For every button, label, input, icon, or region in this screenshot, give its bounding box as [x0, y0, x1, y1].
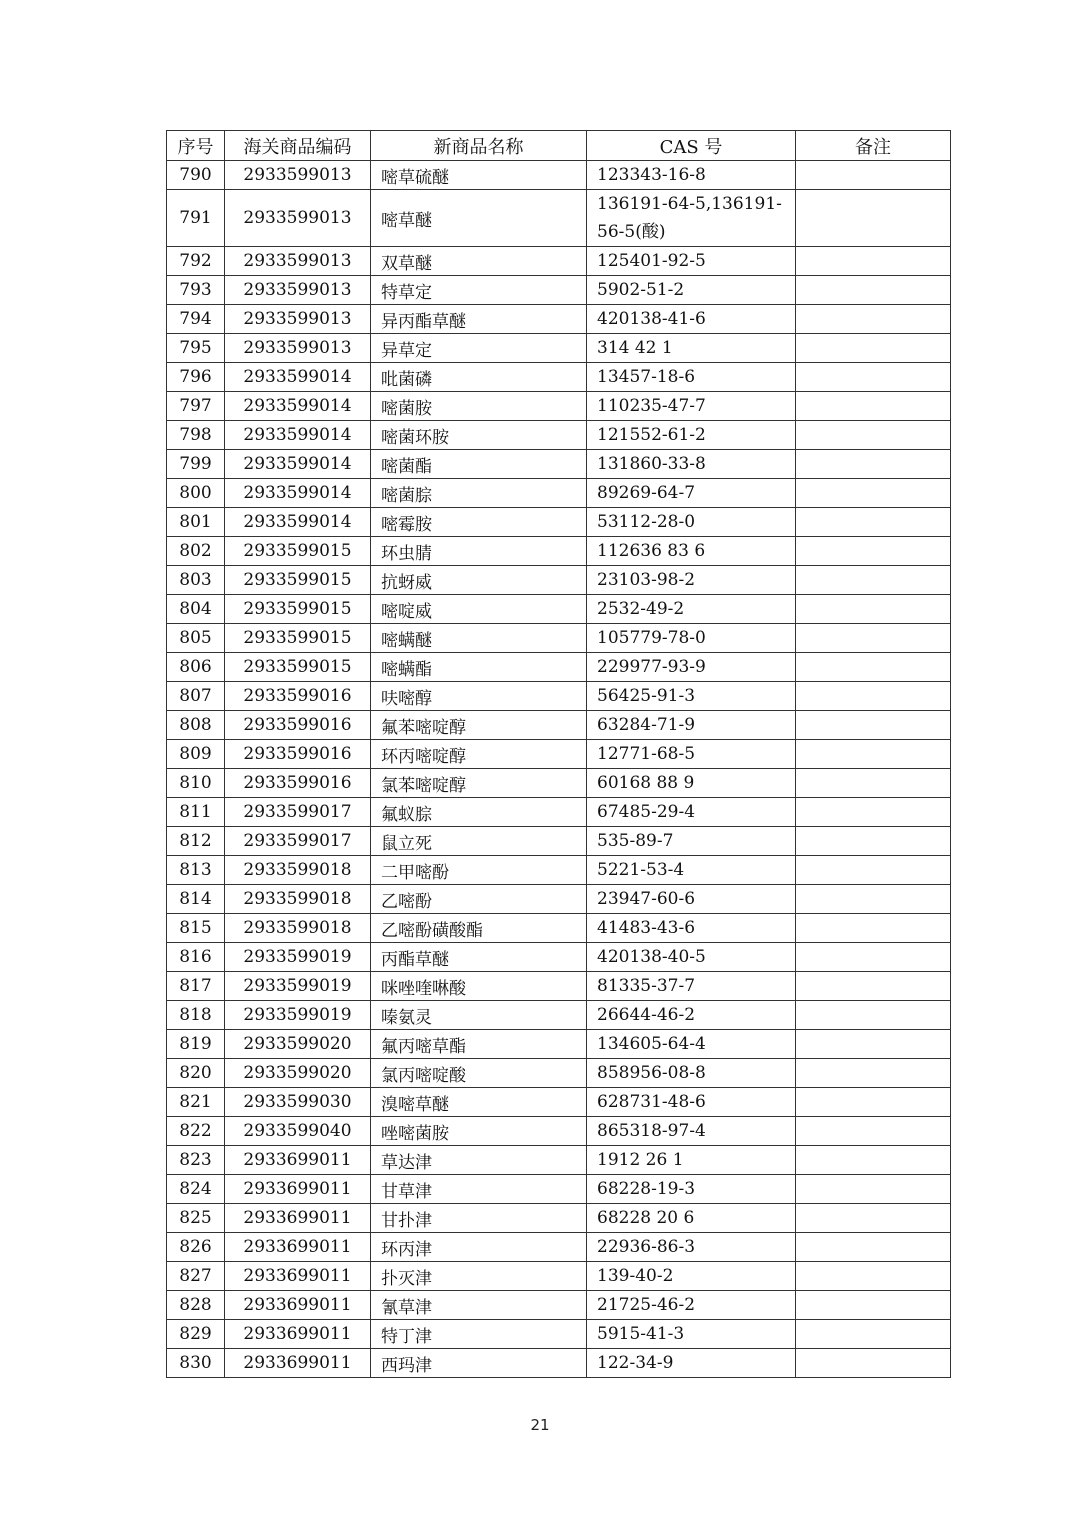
- cell-note: [796, 1262, 951, 1291]
- table-row: [167, 1088, 951, 1117]
- table-row: [167, 363, 951, 392]
- cell-note: [796, 1146, 951, 1175]
- cell-cas: 105779-78-0: [587, 624, 796, 653]
- cell-note: [796, 1204, 951, 1233]
- cell-customs-code: 2933599017: [225, 827, 371, 856]
- cell-product-name: 咪唑喹啉酸: [371, 972, 587, 1001]
- cell-customs-code: 2933599015: [225, 653, 371, 682]
- header-customs-code: 海关商品编码: [225, 131, 371, 161]
- cell-note: [796, 334, 951, 363]
- cell-seq: 799: [167, 450, 225, 479]
- table-row: [167, 595, 951, 624]
- cell-note: [796, 769, 951, 798]
- cell-customs-code: 2933599019: [225, 1001, 371, 1030]
- table-row: [167, 450, 951, 479]
- table-row: [167, 1320, 951, 1349]
- cell-customs-code: 2933599018: [225, 856, 371, 885]
- cell-note: [796, 1349, 951, 1378]
- cell-seq: 814: [167, 885, 225, 914]
- cell-product-name: 嘧螨酯: [371, 653, 587, 682]
- cell-cas: 68228 20 6: [587, 1204, 796, 1233]
- cell-customs-code: 2933599016: [225, 682, 371, 711]
- cell-product-name: 丙酯草醚: [371, 943, 587, 972]
- cell-note: [796, 595, 951, 624]
- cell-product-name: 氟丙嘧草酯: [371, 1030, 587, 1059]
- cell-seq: 808: [167, 711, 225, 740]
- cell-note: [796, 479, 951, 508]
- cell-note: [796, 740, 951, 769]
- cell-seq: 806: [167, 653, 225, 682]
- table-row: [167, 1001, 951, 1030]
- cell-product-name: 嘧啶威: [371, 595, 587, 624]
- cell-product-name: 甘草津: [371, 1175, 587, 1204]
- table-row: [167, 1117, 951, 1146]
- cell-customs-code: 2933599014: [225, 363, 371, 392]
- table-row: [167, 1349, 951, 1378]
- cell-cas: 136191-64-5,136191-56-5(酸): [587, 190, 796, 247]
- cell-note: [796, 421, 951, 450]
- cell-product-name: 特草定: [371, 276, 587, 305]
- table-row: [167, 914, 951, 943]
- cell-note: [796, 1291, 951, 1320]
- cell-note: [796, 682, 951, 711]
- cell-seq: 801: [167, 508, 225, 537]
- cell-cas: 420138-41-6: [587, 305, 796, 334]
- cell-seq: 827: [167, 1262, 225, 1291]
- cell-customs-code: 2933599020: [225, 1030, 371, 1059]
- cell-cas: 858956-08-8: [587, 1059, 796, 1088]
- cell-customs-code: 2933599014: [225, 421, 371, 450]
- cell-product-name: 嘧草硫醚: [371, 161, 587, 190]
- cell-product-name: 氯丙嘧啶酸: [371, 1059, 587, 1088]
- cell-product-name: 乙嘧酚: [371, 885, 587, 914]
- cell-seq: 819: [167, 1030, 225, 1059]
- table-row: [167, 479, 951, 508]
- cell-cas: 134605-64-4: [587, 1030, 796, 1059]
- cell-cas: 112636 83 6: [587, 537, 796, 566]
- cell-seq: 794: [167, 305, 225, 334]
- cell-note: [796, 1117, 951, 1146]
- cell-customs-code: 2933599015: [225, 624, 371, 653]
- header-cas: CAS 号: [587, 131, 796, 161]
- cell-note: [796, 1233, 951, 1262]
- table-row: [167, 537, 951, 566]
- cell-product-name: 嘧草醚: [371, 190, 587, 247]
- table-row: [167, 1291, 951, 1320]
- table-row: [167, 1233, 951, 1262]
- cell-product-name: 鼠立死: [371, 827, 587, 856]
- cell-note: [796, 827, 951, 856]
- cell-customs-code: 2933599014: [225, 508, 371, 537]
- cell-customs-code: 2933599040: [225, 1117, 371, 1146]
- cell-product-name: 扑灭津: [371, 1262, 587, 1291]
- cell-customs-code: 2933699011: [225, 1291, 371, 1320]
- cell-customs-code: 2933599013: [225, 334, 371, 363]
- cell-note: [796, 392, 951, 421]
- cell-product-name: 氟蚁腙: [371, 798, 587, 827]
- cell-customs-code: 2933599015: [225, 537, 371, 566]
- cell-note: [796, 1320, 951, 1349]
- cell-note: [796, 305, 951, 334]
- table-row: [167, 305, 951, 334]
- cell-cas: 314 42 1: [587, 334, 796, 363]
- cell-customs-code: 2933599013: [225, 247, 371, 276]
- cell-seq: 815: [167, 914, 225, 943]
- cell-seq: 830: [167, 1349, 225, 1378]
- cell-customs-code: 2933599015: [225, 595, 371, 624]
- cell-seq: 828: [167, 1291, 225, 1320]
- cell-cas: 56425-91-3: [587, 682, 796, 711]
- cell-cas: 81335-37-7: [587, 972, 796, 1001]
- cell-note: [796, 1059, 951, 1088]
- cell-seq: 820: [167, 1059, 225, 1088]
- cell-note: [796, 914, 951, 943]
- table-row: [167, 161, 951, 190]
- cell-note: [796, 450, 951, 479]
- cell-cas: 420138-40-5: [587, 943, 796, 972]
- cell-cas: 110235-47-7: [587, 392, 796, 421]
- cell-seq: 821: [167, 1088, 225, 1117]
- table-row: [167, 885, 951, 914]
- cell-customs-code: 2933599016: [225, 740, 371, 769]
- table-row: [167, 1204, 951, 1233]
- cell-cas: 21725-46-2: [587, 1291, 796, 1320]
- cell-seq: 812: [167, 827, 225, 856]
- data-table-wrapper: [166, 130, 951, 1378]
- cell-customs-code: 2933699011: [225, 1204, 371, 1233]
- cell-note: [796, 1030, 951, 1059]
- cell-product-name: 唑嘧菌胺: [371, 1117, 587, 1146]
- cell-product-name: 环丙嘧啶醇: [371, 740, 587, 769]
- cell-note: [796, 508, 951, 537]
- cell-product-name: 嗪氨灵: [371, 1001, 587, 1030]
- cell-product-name: 双草醚: [371, 247, 587, 276]
- cell-customs-code: 2933599014: [225, 450, 371, 479]
- cell-product-name: 二甲嘧酚: [371, 856, 587, 885]
- cell-customs-code: 2933699011: [225, 1349, 371, 1378]
- cell-cas: 5902-51-2: [587, 276, 796, 305]
- table-row: [167, 421, 951, 450]
- cell-product-name: 异丙酯草醚: [371, 305, 587, 334]
- cell-seq: 792: [167, 247, 225, 276]
- cell-product-name: 西玛津: [371, 1349, 587, 1378]
- cell-seq: 824: [167, 1175, 225, 1204]
- table-row: [167, 798, 951, 827]
- cell-customs-code: 2933599017: [225, 798, 371, 827]
- cell-customs-code: 2933599014: [225, 392, 371, 421]
- cell-product-name: 氯苯嘧啶醇: [371, 769, 587, 798]
- cell-seq: 826: [167, 1233, 225, 1262]
- page-number: 21: [530, 1416, 550, 1434]
- cell-product-name: 环丙津: [371, 1233, 587, 1262]
- table-row: [167, 190, 951, 247]
- cell-seq: 798: [167, 421, 225, 450]
- cell-customs-code: 2933599015: [225, 566, 371, 595]
- cell-customs-code: 2933599016: [225, 769, 371, 798]
- cell-note: [796, 566, 951, 595]
- cell-customs-code: 2933599016: [225, 711, 371, 740]
- table-row: [167, 1030, 951, 1059]
- cell-cas: 23947-60-6: [587, 885, 796, 914]
- header-seq: 序号: [167, 131, 225, 161]
- cell-cas: 125401-92-5: [587, 247, 796, 276]
- cell-seq: 809: [167, 740, 225, 769]
- cell-note: [796, 247, 951, 276]
- cell-cas: 89269-64-7: [587, 479, 796, 508]
- cell-product-name: 溴嘧草醚: [371, 1088, 587, 1117]
- cell-seq: 804: [167, 595, 225, 624]
- table-header-row: [167, 131, 951, 161]
- cell-product-name: 特丁津: [371, 1320, 587, 1349]
- cell-product-name: 嘧螨醚: [371, 624, 587, 653]
- cell-seq: 797: [167, 392, 225, 421]
- table-row: [167, 1262, 951, 1291]
- cell-cas: 53112-28-0: [587, 508, 796, 537]
- cell-cas: 26644-46-2: [587, 1001, 796, 1030]
- cell-customs-code: 2933599013: [225, 276, 371, 305]
- cell-cas: 229977-93-9: [587, 653, 796, 682]
- table-row: [167, 392, 951, 421]
- header-product-name: 新商品名称: [371, 131, 587, 161]
- table-row: [167, 1059, 951, 1088]
- cell-customs-code: 2933599013: [225, 190, 371, 247]
- cell-cas: 5221-53-4: [587, 856, 796, 885]
- cell-product-name: 呋嘧醇: [371, 682, 587, 711]
- table-row: [167, 682, 951, 711]
- cell-note: [796, 537, 951, 566]
- cell-product-name: 异草定: [371, 334, 587, 363]
- cell-note: [796, 1088, 951, 1117]
- cell-cas: 139-40-2: [587, 1262, 796, 1291]
- cell-seq: 796: [167, 363, 225, 392]
- cell-cas: 68228-19-3: [587, 1175, 796, 1204]
- cell-seq: 822: [167, 1117, 225, 1146]
- cell-note: [796, 161, 951, 190]
- cell-product-name: 乙嘧酚磺酸酯: [371, 914, 587, 943]
- cell-seq: 800: [167, 479, 225, 508]
- table-row: [167, 247, 951, 276]
- header-note: 备注: [796, 131, 951, 161]
- cell-cas: 60168 88 9: [587, 769, 796, 798]
- cell-seq: 802: [167, 537, 225, 566]
- cell-note: [796, 363, 951, 392]
- cell-note: [796, 1175, 951, 1204]
- table-row: [167, 566, 951, 595]
- cell-cas: 122-34-9: [587, 1349, 796, 1378]
- cell-product-name: 甘扑津: [371, 1204, 587, 1233]
- cell-cas: 13457-18-6: [587, 363, 796, 392]
- cell-cas: 41483-43-6: [587, 914, 796, 943]
- cell-cas: 22936-86-3: [587, 1233, 796, 1262]
- cell-product-name: 氰草津: [371, 1291, 587, 1320]
- cell-cas: 1912 26 1: [587, 1146, 796, 1175]
- table-row: [167, 334, 951, 363]
- cell-customs-code: 2933599030: [225, 1088, 371, 1117]
- table-row: [167, 769, 951, 798]
- cell-seq: 825: [167, 1204, 225, 1233]
- cell-customs-code: 2933599019: [225, 943, 371, 972]
- cell-product-name: 吡菌磷: [371, 363, 587, 392]
- cell-customs-code: 2933699011: [225, 1175, 371, 1204]
- cell-seq: 817: [167, 972, 225, 1001]
- table-row: [167, 740, 951, 769]
- cell-customs-code: 2933699011: [225, 1320, 371, 1349]
- table-row: [167, 276, 951, 305]
- cell-note: [796, 798, 951, 827]
- cell-cas: 2532-49-2: [587, 595, 796, 624]
- table-row: [167, 624, 951, 653]
- cell-seq: 791: [167, 190, 225, 247]
- cell-product-name: 嘧菌腙: [371, 479, 587, 508]
- cell-seq: 816: [167, 943, 225, 972]
- table-row: [167, 1146, 951, 1175]
- cell-cas: 67485-29-4: [587, 798, 796, 827]
- table-row: [167, 972, 951, 1001]
- cell-product-name: 嘧菌酯: [371, 450, 587, 479]
- table-row: [167, 856, 951, 885]
- cell-seq: 805: [167, 624, 225, 653]
- table-body: [167, 161, 951, 1378]
- cell-cas: 123343-16-8: [587, 161, 796, 190]
- cell-note: [796, 856, 951, 885]
- cell-seq: 793: [167, 276, 225, 305]
- table-row: [167, 508, 951, 537]
- cell-cas: 5915-41-3: [587, 1320, 796, 1349]
- cell-note: [796, 624, 951, 653]
- cell-seq: 790: [167, 161, 225, 190]
- cell-customs-code: 2933599014: [225, 479, 371, 508]
- cell-customs-code: 2933599020: [225, 1059, 371, 1088]
- cell-customs-code: 2933599013: [225, 161, 371, 190]
- cell-customs-code: 2933599019: [225, 972, 371, 1001]
- cell-cas: 63284-71-9: [587, 711, 796, 740]
- table-row: [167, 1175, 951, 1204]
- cell-note: [796, 1001, 951, 1030]
- cell-seq: 795: [167, 334, 225, 363]
- cell-note: [796, 276, 951, 305]
- cell-cas: 121552-61-2: [587, 421, 796, 450]
- cell-note: [796, 885, 951, 914]
- data-table: [166, 130, 951, 1378]
- cell-seq: 803: [167, 566, 225, 595]
- cell-cas: 535-89-7: [587, 827, 796, 856]
- cell-customs-code: 2933699011: [225, 1146, 371, 1175]
- table-row: [167, 943, 951, 972]
- cell-seq: 810: [167, 769, 225, 798]
- cell-cas: 865318-97-4: [587, 1117, 796, 1146]
- cell-customs-code: 2933599013: [225, 305, 371, 334]
- cell-product-name: 草达津: [371, 1146, 587, 1175]
- table-row: [167, 827, 951, 856]
- cell-cas: 12771-68-5: [587, 740, 796, 769]
- cell-cas: 628731-48-6: [587, 1088, 796, 1117]
- cell-customs-code: 2933699011: [225, 1262, 371, 1291]
- cell-seq: 807: [167, 682, 225, 711]
- cell-product-name: 氟苯嘧啶醇: [371, 711, 587, 740]
- cell-note: [796, 943, 951, 972]
- cell-note: [796, 190, 951, 247]
- cell-seq: 829: [167, 1320, 225, 1349]
- cell-product-name: 环虫腈: [371, 537, 587, 566]
- cell-cas: 23103-98-2: [587, 566, 796, 595]
- cell-customs-code: 2933599018: [225, 914, 371, 943]
- cell-note: [796, 972, 951, 1001]
- cell-product-name: 抗蚜威: [371, 566, 587, 595]
- cell-product-name: 嘧菌环胺: [371, 421, 587, 450]
- cell-note: [796, 653, 951, 682]
- table-row: [167, 653, 951, 682]
- cell-product-name: 嘧霉胺: [371, 508, 587, 537]
- cell-note: [796, 711, 951, 740]
- cell-seq: 813: [167, 856, 225, 885]
- cell-customs-code: 2933599018: [225, 885, 371, 914]
- table-row: [167, 711, 951, 740]
- cell-seq: 811: [167, 798, 225, 827]
- cell-seq: 818: [167, 1001, 225, 1030]
- cell-seq: 823: [167, 1146, 225, 1175]
- cell-product-name: 嘧菌胺: [371, 392, 587, 421]
- cell-cas: 131860-33-8: [587, 450, 796, 479]
- cell-customs-code: 2933699011: [225, 1233, 371, 1262]
